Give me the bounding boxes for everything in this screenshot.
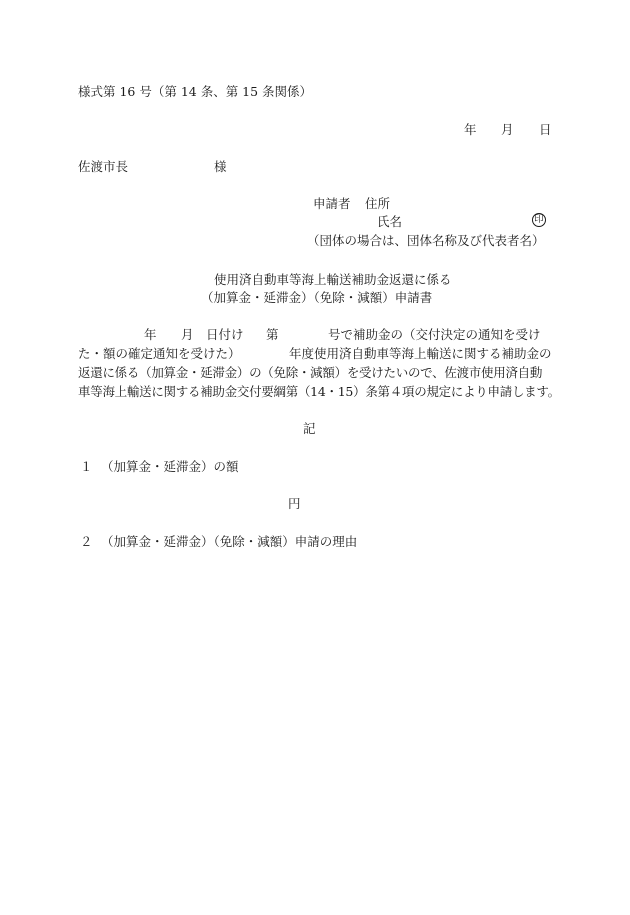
- body-dated: 日付け: [206, 327, 244, 342]
- item-1-unit: 円: [288, 496, 301, 511]
- date-year: 年: [464, 122, 477, 137]
- body-year: 年: [144, 327, 157, 342]
- item-2-label: （加算金・延滞金）（免除・減額）申請の理由: [101, 534, 358, 549]
- applicant-address-label: 住所: [365, 196, 391, 211]
- body-line-2a: た・額の確定通知を受けた）: [78, 346, 241, 361]
- document-title-line-2: （加算金・延滞金）（免除・減額）申請書: [201, 290, 433, 305]
- date-month: 月: [501, 122, 514, 137]
- form-number: 様式第 16 号（第 14 条、第 15 条関係）: [78, 84, 313, 99]
- body-line-3: 返還に係る（加算金・延滞金）の（免除・減額）を受けたいので、佐渡市使用済自動: [78, 365, 543, 380]
- item-1-number: １: [80, 459, 93, 474]
- document-title-line-1: 使用済自動車等海上輸送補助金返還に係る: [214, 272, 452, 287]
- body-line-2b: 年度使用済自動車等海上輸送に関する補助金の: [289, 346, 552, 361]
- item-2-number: ２: [80, 534, 93, 549]
- addressee-honorific: 様: [214, 159, 227, 174]
- body-line-1-rest: 号で補助金の（交付決定の通知を受け: [328, 327, 541, 342]
- body-dai: 第: [266, 327, 279, 342]
- applicant-name-label: 氏名: [377, 214, 403, 229]
- applicant-label: 申請者: [313, 196, 351, 211]
- ki-heading: 記: [303, 421, 316, 436]
- body-month: 月: [181, 327, 194, 342]
- addressee-name: 佐渡市長: [78, 159, 129, 174]
- seal-mark: 印: [532, 213, 546, 227]
- body-line-4: 車等海上輸送に関する補助金交付要綱第（14・15）条第４項の規定により申請します。: [78, 384, 560, 399]
- date-day: 日: [539, 122, 552, 137]
- item-1-label: （加算金・延滞金）の額: [101, 459, 239, 474]
- applicant-note: （団体の場合は、団体名称及び代表者名）: [307, 233, 545, 248]
